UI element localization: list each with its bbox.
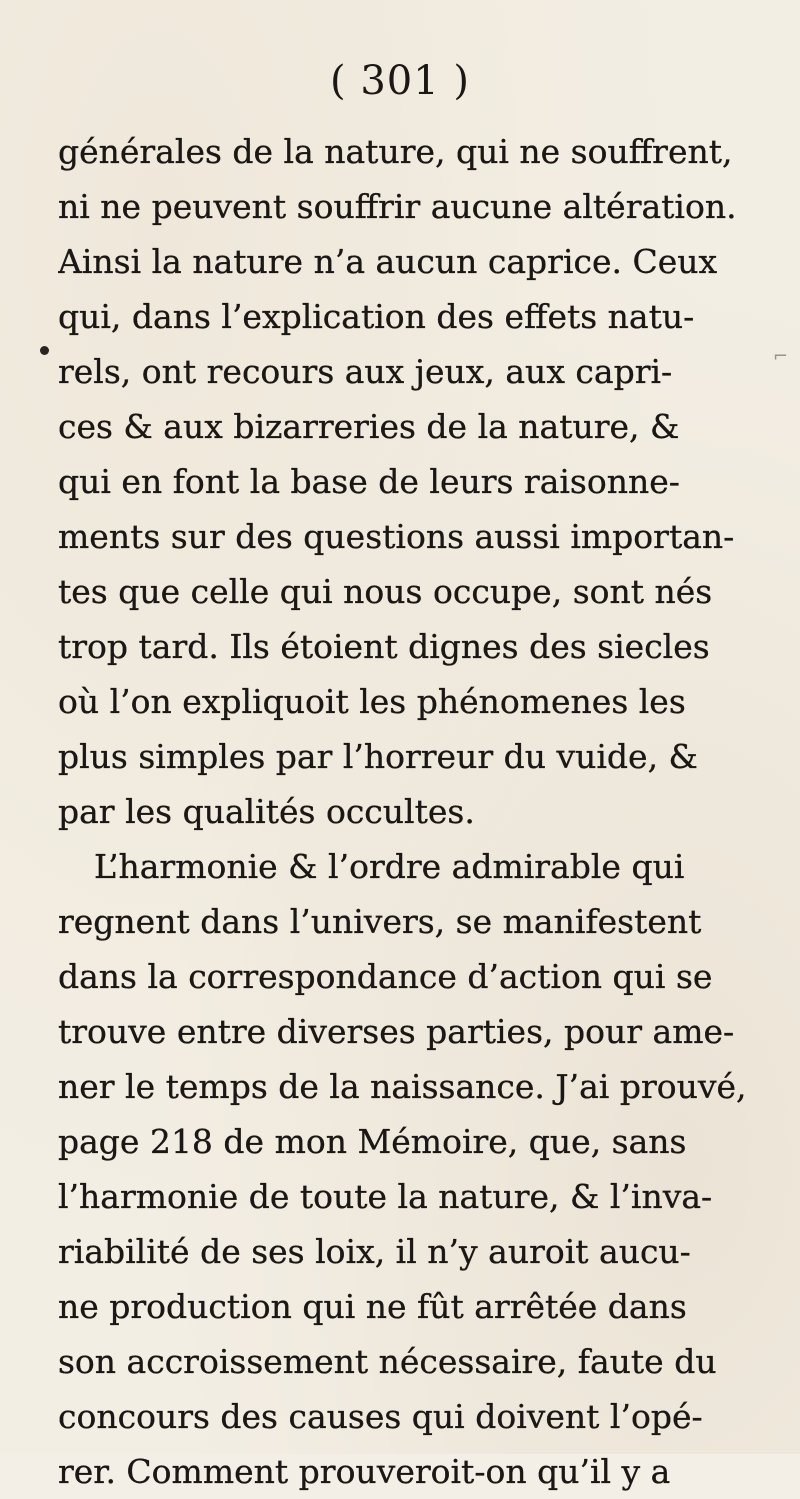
- text-line: où l’on expliquoit les phénomenes les: [58, 682, 686, 721]
- text-line: générales de la nature, qui ne souffrent,: [58, 132, 733, 171]
- text-line: ments sur des questions aussi importan-: [58, 517, 735, 556]
- text-line: riabilité de ses loix, il n’y auroit aucu-: [58, 1232, 691, 1271]
- body-text: [58, 124, 748, 1499]
- text-line: qui, dans l’explication des effets natu-: [58, 297, 695, 336]
- text-line: trop tard. Ils étoient dignes des siecles: [58, 627, 710, 666]
- text-line: par les qualités occultes.: [58, 792, 475, 831]
- text-line: dans la correspondance d’action qui se: [58, 957, 713, 996]
- text-line: trouve entre diverses parties, pour ame-: [58, 1012, 735, 1051]
- paragraph-start-line: L’harmonie & l’ordre admirable qui: [94, 847, 685, 886]
- text-line: concours des causes qui doivent l’opé-: [58, 1397, 703, 1436]
- text-line: ces & aux bizarreries de la nature, &: [58, 407, 680, 446]
- text-line: plus simples par l’horreur du vuide, &: [58, 737, 698, 776]
- text-line: ni ne peuvent souffrir aucune altération.: [58, 187, 737, 226]
- text-line: rer. Comment prouveroit-on qu’il y a: [58, 1452, 671, 1491]
- margin-mark: ⌐: [772, 346, 788, 367]
- text-line: Ainsi la nature n’a aucun caprice. Ceux: [58, 242, 718, 281]
- page-number: ( 301 ): [330, 58, 470, 104]
- text-line: son accroissement nécessaire, faute du: [58, 1342, 717, 1381]
- text-line: qui en font la base de leurs raisonne-: [58, 462, 680, 501]
- text-line: tes que celle qui nous occupe, sont nés: [58, 572, 713, 611]
- text-line: ne production qui ne fût arrêtée dans: [58, 1287, 687, 1326]
- text-line: rels, ont recours aux jeux, aux capri-: [58, 352, 673, 391]
- text-line: regnent dans l’univers, se manifestent: [58, 902, 702, 941]
- text-line: ner le temps de la naissance. J’ai prouvé,: [58, 1067, 747, 1106]
- margin-dot: [40, 346, 49, 355]
- text-line: l’harmonie de toute la nature, & l’inva-: [58, 1177, 713, 1216]
- text-line: page 218 de mon Mémoire, que, sans: [58, 1122, 687, 1161]
